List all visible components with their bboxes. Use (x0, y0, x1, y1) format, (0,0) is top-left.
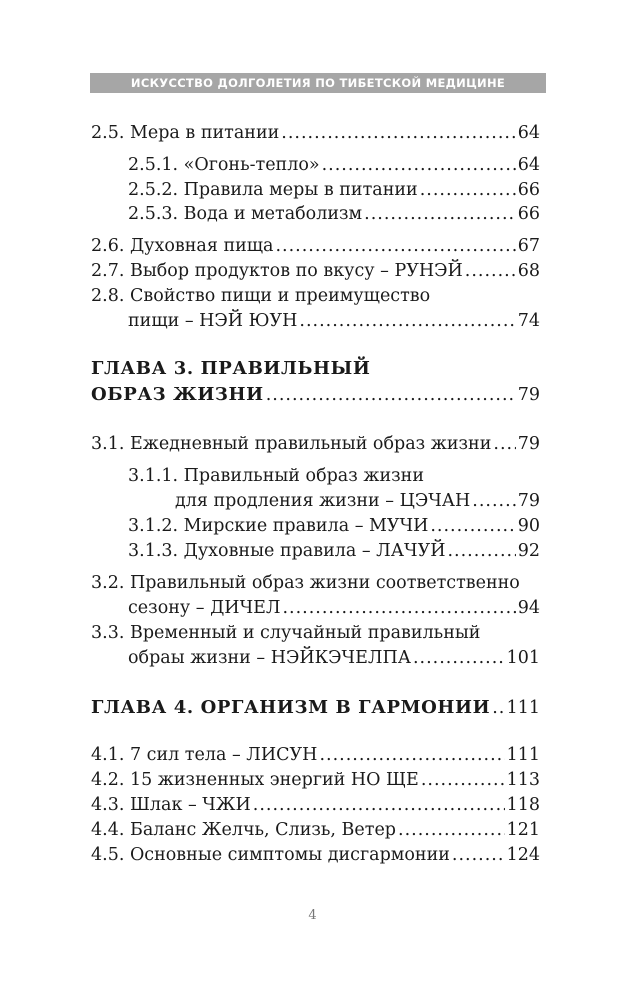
toc-entry-2-5[interactable] (91, 121, 540, 145)
leader-dots (319, 743, 504, 767)
toc-chapter-4[interactable] (91, 696, 540, 720)
toc-entry-page: 94 (517, 598, 540, 618)
toc-entry-title: 3.1.3. Духовные правила – ЛАЧУЙ (128, 541, 446, 561)
leader-dots (493, 432, 515, 456)
toc-entry-page: 113 (506, 770, 540, 790)
toc-entry-page: 79 (517, 385, 540, 405)
toc-entry-title: 3.1. Ежедневный правильный образ жизни (91, 434, 492, 454)
toc-entry-2-5-2[interactable] (128, 178, 540, 202)
toc-entry-page: 111 (506, 745, 540, 765)
toc-entry-page: 111 (506, 698, 540, 718)
leader-dots (275, 234, 515, 258)
toc-entry-title: 4.4. Баланс Желчь, Слизь, Ветер (91, 820, 397, 840)
toc-entry-3-1[interactable] (91, 432, 540, 456)
toc-entry-page: 67 (517, 236, 540, 256)
leader-dots (364, 202, 516, 226)
leader-dots (465, 259, 516, 283)
leader-dots (492, 696, 504, 720)
leader-dots (281, 121, 515, 145)
toc-entry-page: 68 (517, 261, 540, 281)
toc-entry-3-1-2[interactable] (128, 514, 540, 538)
toc-entry-title: 2.7. Выбор продуктов по вкусу – РУНЭЙ (91, 261, 463, 281)
toc-entry-page: 79 (517, 434, 540, 454)
toc-entry-2-5-1[interactable] (128, 153, 540, 177)
toc-entry-title: обраы жизни – НЭЙКЭЧЕЛПА (128, 648, 411, 668)
toc-entry-page: 66 (517, 180, 540, 200)
chapter-title: ОБРАЗ ЖИЗНИ (91, 384, 264, 405)
leader-dots (398, 818, 505, 842)
toc-entry-3-1-1[interactable] (175, 489, 540, 513)
toc-entry-title: 2.5.2. Правила меры в питании (128, 180, 418, 200)
toc-entry-3-2[interactable] (128, 596, 540, 620)
toc-entry-4-1[interactable] (91, 743, 540, 767)
toc-entry-title: 4.3. Шлак – ЧЖИ (91, 795, 251, 815)
leader-dots (420, 178, 516, 202)
toc-entry-3-1-1-line1[interactable]: 3.1.1. Правильный образ жизни (128, 466, 424, 486)
toc-entry-page: 64 (517, 155, 540, 175)
toc-entry-page: 74 (517, 311, 540, 331)
chapter-3-heading-line1[interactable]: ГЛАВА 3. ПРАВИЛЬНЫЙ (91, 358, 371, 379)
leader-dots (299, 309, 515, 333)
leader-dots (447, 539, 515, 563)
leader-dots (282, 596, 515, 620)
toc-entry-title: для продления жизни – ЦЭЧАН (175, 491, 471, 511)
toc-entry-3-3[interactable] (128, 646, 540, 670)
toc-entry-page: 92 (517, 541, 540, 561)
toc-entry-title: 2.5. Мера в питании (91, 123, 280, 143)
toc-entry-page: 79 (517, 491, 540, 511)
toc-entry-page: 66 (517, 204, 540, 224)
leader-dots (421, 768, 505, 792)
leader-dots (430, 514, 515, 538)
toc-entry-title: 2.5.1. «Огонь-тепло» (128, 155, 320, 175)
toc-entry-title: сезону – ДИЧЕЛ (128, 598, 281, 618)
toc-entry-title: 3.1.2. Мирские правила – МУЧИ (128, 516, 429, 536)
toc-entry-page: 101 (506, 648, 540, 668)
toc-entry-2-8[interactable] (128, 309, 540, 333)
toc-entry-3-3-line1[interactable]: 3.3. Временный и случайный правильный (91, 623, 481, 643)
toc-entry-4-3[interactable] (91, 793, 540, 817)
toc-entry-2-7[interactable] (91, 259, 540, 283)
chapter-title: ГЛАВА 4. ОРГАНИЗМ В ГАРМОНИИ (91, 697, 491, 718)
toc-entry-2-6[interactable] (91, 234, 540, 258)
toc-entry-title: 2.6. Духовная пища (91, 236, 274, 256)
running-header: ИСКУССТВО ДОЛГОЛЕТИЯ ПО ТИБЕТСКОЙ МЕДИЦИНЕ (90, 73, 546, 93)
page-number: 4 (308, 908, 317, 923)
toc-entry-title: 4.2. 15 жизненных энергий НО ЩЕ (91, 770, 419, 790)
toc-entry-page: 64 (517, 123, 540, 143)
toc-entry-2-5-3[interactable] (128, 202, 540, 226)
leader-dots (266, 383, 516, 407)
leader-dots (472, 489, 515, 513)
leader-dots (253, 793, 505, 817)
leader-dots (413, 646, 505, 670)
leader-dots (452, 843, 505, 867)
toc-entry-title: пищи – НЭЙ ЮУН (128, 311, 298, 331)
toc-entry-3-1-3[interactable] (128, 539, 540, 563)
toc-entry-page: 118 (506, 795, 540, 815)
leader-dots (322, 153, 516, 177)
toc-entry-4-4[interactable] (91, 818, 540, 842)
toc-entry-page: 90 (517, 516, 540, 536)
toc-entry-2-8-line1[interactable]: 2.8. Свойство пищи и преимущество (91, 286, 431, 306)
toc-entry-4-5[interactable] (91, 843, 540, 867)
toc-chapter-3[interactable] (91, 383, 540, 407)
toc-entry-title: 4.5. Основные симптомы дисгармонии (91, 845, 450, 865)
toc-entry-page: 121 (506, 820, 540, 840)
toc-entry-title: 4.1. 7 сил тела – ЛИСУН (91, 745, 318, 765)
toc-entry-title: 2.5.3. Вода и метаболизм (128, 204, 363, 224)
toc-entry-4-2[interactable] (91, 768, 540, 792)
toc-entry-3-2-line1[interactable]: 3.2. Правильный образ жизни соответственно (91, 573, 520, 593)
toc-entry-page: 124 (506, 845, 540, 865)
